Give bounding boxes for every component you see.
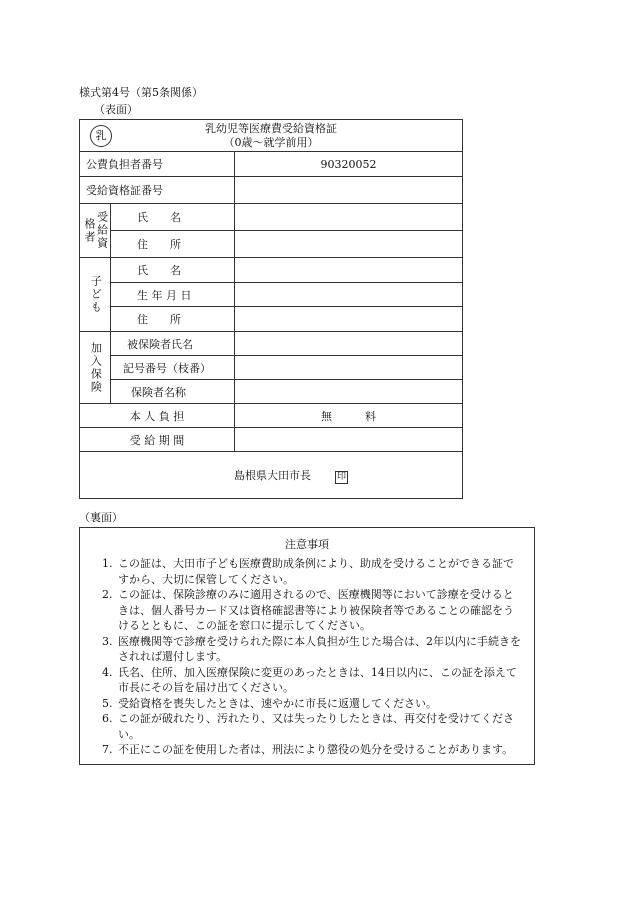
note-item: 6. この証が破れたり、汚れたり、又は失ったりしたときは、再交付を受けてください。 — [116, 711, 524, 742]
certificate-number-value — [235, 177, 463, 204]
child-name-label: 氏 名 — [111, 258, 235, 283]
qualified-name-value — [235, 204, 463, 231]
seal-icon: 印 — [336, 471, 346, 482]
note-item: 3. 医療機関等で診療を受けられた際に本人負担が生じた場合は、2年以内に手続きをされれば還付します。 — [116, 634, 524, 665]
symbol-number-value — [235, 356, 463, 380]
note-item: 5. 受給資格を喪失したときは、速やかに市長に返還してください。 — [116, 696, 524, 712]
symbol-number-label: 記号番号（枝番） — [111, 356, 235, 380]
child-address-value — [235, 307, 463, 332]
child-address-label: 住 所 — [111, 307, 235, 332]
self-pay-label: 本 人 負 担 — [80, 404, 235, 428]
nyu-stamp-icon: 乳 — [90, 125, 112, 147]
insured-name-label: 被保険者氏名 — [111, 332, 235, 356]
notes-title: 注意事項 — [285, 538, 329, 551]
note-item: 4. 氏名、住所、加入医療保険に変更のあったときは、14日以内に、この証を添えて市長にその旨を届け出てください。 — [116, 665, 524, 696]
certificate-card — [79, 119, 463, 499]
certificate-number-label: 受給資格証番号 — [80, 177, 235, 204]
back-side-label: （裏面） — [79, 511, 123, 524]
insurer-name-value — [235, 380, 463, 404]
payer-number-label: 公費負担者番号 — [80, 152, 235, 177]
insurer-name-label: 保険者名称 — [111, 380, 235, 404]
qualified-address-value — [235, 231, 463, 258]
note-item: 1. この証は、大田市子ども医療費助成条例により、助成を受けることができる証ですから、大切に保管してください。 — [116, 556, 524, 587]
payer-number-value: 90320052 — [235, 152, 463, 177]
child-birth-value — [235, 283, 463, 307]
issuer-row — [80, 452, 463, 499]
front-side-label: （表面） — [94, 103, 138, 116]
insurance-group: 加入保険 — [80, 332, 111, 404]
card-subtitle: （0歳～就学前用） — [223, 135, 319, 149]
child-name-value — [235, 258, 463, 283]
card-title: 乳幼児等医療費受給資格証 — [205, 121, 337, 135]
notes-box — [79, 527, 535, 765]
note-item: 2. この証は、保険診療のみに適用されるので、医療機関等において診療を受けるときは、個人番号カード又は資格確認書等により被保険者等であることの確認をうけるとともに、この証を窓口に提示してください。 — [116, 587, 524, 634]
self-pay-value: 無 料 — [235, 404, 463, 428]
issuer-name: 島根県大田市長 — [234, 468, 311, 482]
note-item: 7. 不正にこの証を使用した者は、刑法により懲役の処分を受けることがあります。 — [116, 742, 524, 758]
qualified-person-group: 受給資格者 — [80, 204, 111, 258]
child-birth-label: 生 年 月 日 — [111, 283, 235, 307]
insured-name-value — [235, 332, 463, 356]
period-value — [235, 428, 463, 452]
child-group: 子ども — [80, 258, 111, 332]
card-header — [80, 120, 463, 152]
period-label: 受 給 期 間 — [80, 428, 235, 452]
form-number: 様式第4号（第5条関係） — [79, 86, 203, 99]
qualified-address-label: 住 所 — [111, 231, 235, 258]
qualified-name-label: 氏 名 — [111, 204, 235, 231]
notes-list — [80, 556, 534, 758]
